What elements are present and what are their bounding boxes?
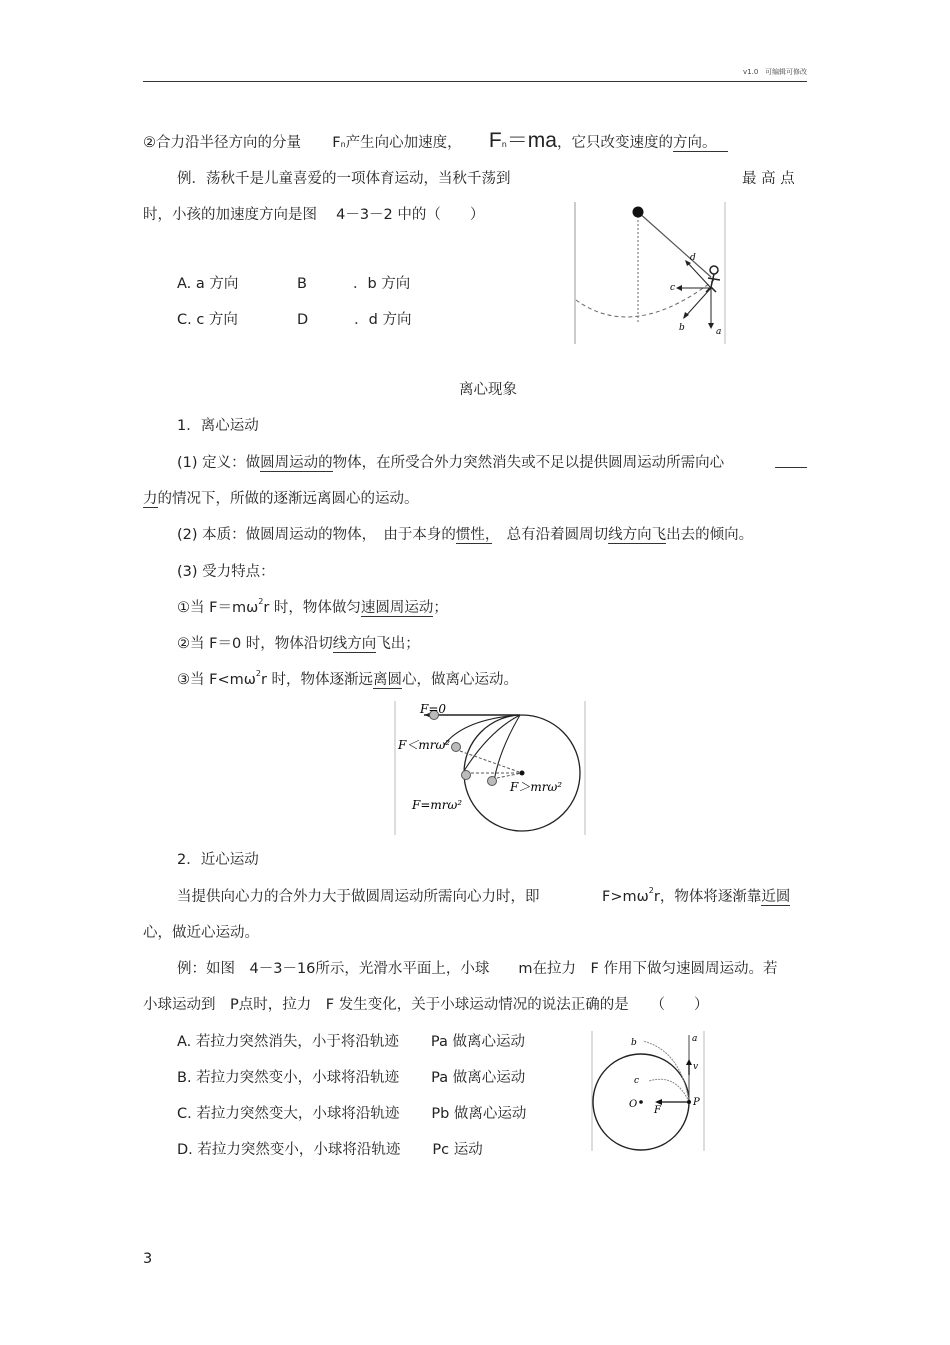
example1-line1: 例．荡秋千是儿童喜爱的一项体育运动，当秋千荡到 <box>177 171 511 187</box>
superscript: 2 <box>258 597 264 606</box>
circular-motion-figure <box>591 1031 705 1151</box>
version-label: v1.0 <box>743 68 759 76</box>
example2-option-b <box>177 1066 525 1087</box>
text: r 时，物体逐渐远 <box>260 672 374 688</box>
label-d: d <box>690 253 696 263</box>
label: A. <box>177 276 192 292</box>
text: ．b 方向 <box>352 276 411 292</box>
label-c: c <box>670 283 676 293</box>
label: C. <box>177 312 192 328</box>
s1-feature-1 <box>177 596 448 617</box>
example2-line2: 小球运动到 P点时，拉力 F 发生变化，关于小球运动情况的说法正确的是 （ ） <box>143 997 709 1013</box>
blank-line <box>775 451 807 468</box>
text: F>mω <box>602 889 649 905</box>
example1-option-a <box>177 272 238 293</box>
s2-title: 2．近心运动 <box>177 852 259 868</box>
text: 飞出； <box>376 636 420 652</box>
example1-option-c <box>177 308 238 329</box>
text: ②当 F＝0 时，物体沿切 <box>177 636 333 652</box>
example2-line1: 例：如图 4－3－16所示，光滑水平面上，小球 m在拉力 F 作用下做匀速圆周运动。若 <box>177 961 778 977</box>
example1-line1-right: 最 高 点 <box>742 171 795 187</box>
text: 若拉力突然变小，小球将沿轨迹 <box>196 1070 400 1086</box>
text: ，它只改变速度的 <box>556 135 673 151</box>
superscript: 2 <box>255 669 261 678</box>
s1-definition <box>177 451 724 472</box>
text: Pa 做离心运动 <box>430 1034 525 1050</box>
formula: F <box>488 129 502 152</box>
formula: ＝ma <box>506 129 557 152</box>
superscript: 2 <box>648 886 654 895</box>
page-header <box>743 67 807 77</box>
text: (1) 定义：做 <box>177 455 261 471</box>
s1-definition-cont <box>143 487 419 508</box>
label-f-equal: F=mrω² <box>412 798 463 812</box>
underlined-text: 离圆 <box>373 672 403 688</box>
blank-line <box>716 135 728 152</box>
text: 产生向心加速度， <box>345 135 462 151</box>
text: 若拉力突然消失，小于将沿轨迹 <box>195 1034 399 1050</box>
s2-line2: 心，做近心运动。 <box>143 925 259 941</box>
underlined-text: 线方向 <box>332 636 377 652</box>
label-b: b <box>679 323 685 333</box>
text: a 方向 <box>195 276 239 292</box>
page-number: 3 <box>143 1251 153 1267</box>
section-title: 离心现象 <box>459 382 517 398</box>
text: ②合力沿半径方向的分量 <box>143 135 301 151</box>
example2-option-a <box>177 1030 525 1051</box>
label: B. <box>177 1070 192 1086</box>
s1-title: 1．离心运动 <box>177 418 259 434</box>
underlined-text: 速圆周运动 <box>360 600 434 616</box>
text: 的情况下，所做的逐渐远离圆心的运动。 <box>157 491 419 507</box>
label-b: b <box>631 1038 637 1048</box>
text: 当提供向心力的合外力大于做圆周运动所需向心力时，即 <box>177 889 540 905</box>
label-c: c <box>634 1076 640 1086</box>
label: D. <box>177 1142 193 1158</box>
label-f-less: F＜mrω² <box>398 738 451 752</box>
swing-figure <box>574 202 726 344</box>
text: ③当 F<mω <box>177 672 256 688</box>
text: Pc 运动 <box>432 1142 483 1158</box>
subscript: n <box>340 140 346 149</box>
underlined-text: 圆周运动的 <box>260 455 333 471</box>
label: C. <box>177 1106 192 1122</box>
text: 出去的倾向。 <box>666 527 754 543</box>
example1-option-b <box>297 272 410 293</box>
text: 心，做离心运动。 <box>402 672 519 688</box>
centrifugal-figure <box>394 701 586 835</box>
s1-feature-2 <box>177 632 420 653</box>
label: B <box>297 276 307 292</box>
text: r 时，物体做匀 <box>263 600 361 616</box>
text: c 方向 <box>196 312 238 328</box>
header-rule <box>143 81 807 82</box>
s1-features: (3) 受力特点： <box>177 564 275 580</box>
example2-option-d <box>177 1138 483 1159</box>
text: F <box>332 135 341 151</box>
label-a: a <box>692 1034 698 1044</box>
subscript: n <box>501 140 507 149</box>
text: 总有沿着圆周切 <box>492 527 609 543</box>
label-p: P <box>693 1097 700 1108</box>
text: Pb 做离心运动 <box>431 1106 527 1122</box>
text: ①当 F＝mω <box>177 600 259 616</box>
label: D <box>297 312 309 328</box>
example1-line2: 时，小孩的加速度方向是图 4－3－2 中的（ ） <box>143 207 485 223</box>
text: Pa 做离心运动 <box>431 1070 526 1086</box>
underlined-text: 惯性， <box>455 527 493 543</box>
text: ．d 方向 <box>354 312 412 328</box>
underlined-text: 近圆 <box>761 889 791 905</box>
editable-label: 可编辑可修改 <box>765 68 807 76</box>
text: 物体，在所受合外力突然消失或不足以提供圆周运动所需向心 <box>332 455 725 471</box>
underlined-text: 方向。 <box>672 135 717 151</box>
label-v: v <box>693 1062 699 1072</box>
example1-option-d <box>297 308 412 329</box>
underlined-text: 力 <box>143 491 158 507</box>
label-f-greater: F＞mrω² <box>510 780 563 794</box>
text: r，物体将逐渐靠 <box>653 889 762 905</box>
s1-essence <box>177 523 753 544</box>
s2-line1-formula <box>602 885 790 906</box>
text: 若拉力突然变大，小球将沿轨迹 <box>196 1106 400 1122</box>
label-o: O <box>629 1099 638 1110</box>
text: (2) 本质：做圆周运动的物体， 由于本身的 <box>177 527 456 543</box>
label-f: F <box>654 1105 661 1116</box>
example2-option-c <box>177 1102 526 1123</box>
paragraph-radial-component <box>143 124 728 154</box>
label-a: a <box>716 327 722 337</box>
s1-feature-3 <box>177 668 518 689</box>
text: 若拉力突然变小，小球将沿轨迹 <box>197 1142 401 1158</box>
underlined-text: 线方向飞 <box>608 527 667 543</box>
label: A. <box>177 1034 192 1050</box>
text: ； <box>433 600 448 616</box>
label-f-zero: F=0 <box>420 702 447 716</box>
s2-line1 <box>177 885 540 906</box>
